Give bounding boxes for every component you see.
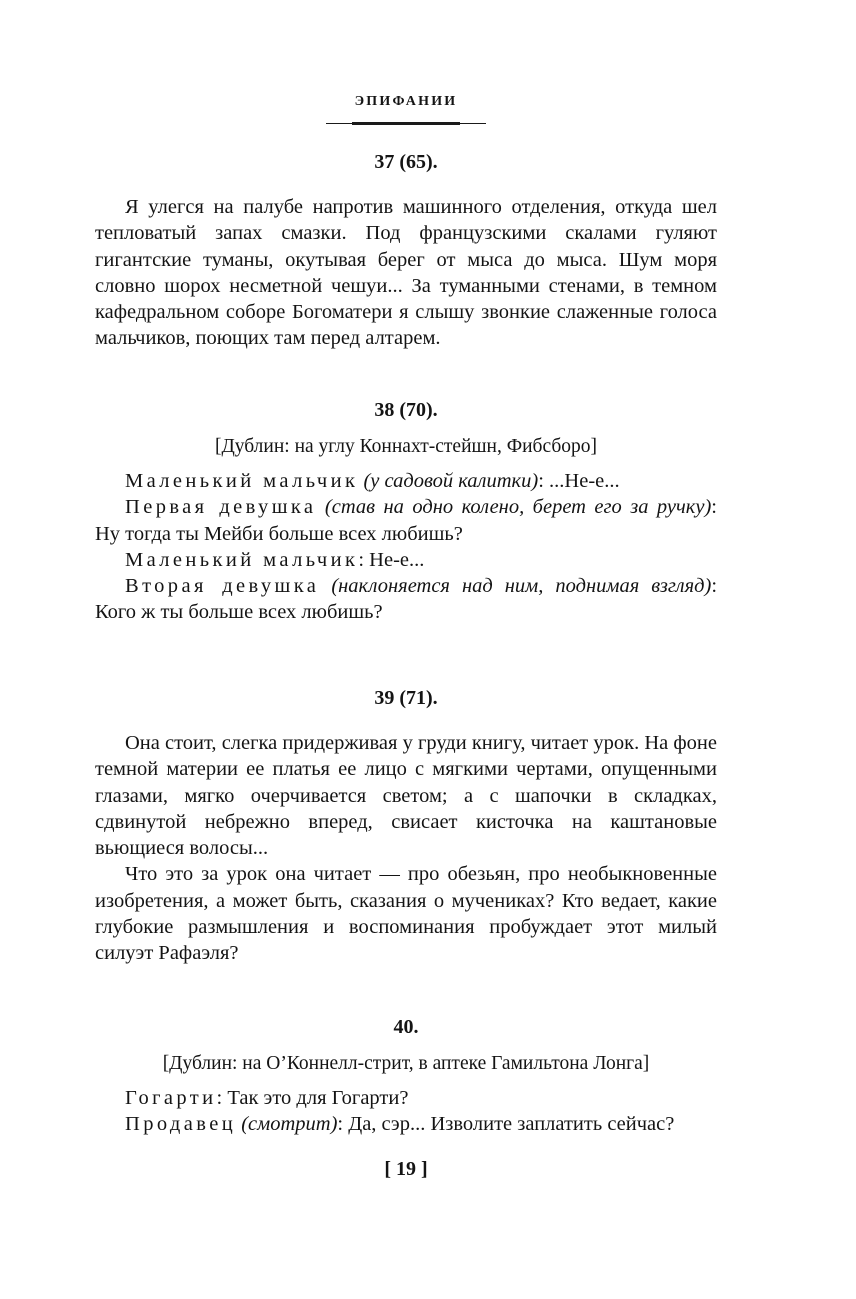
section-heading: 40.	[393, 1016, 419, 1038]
running-head: ЭПИФАНИИ	[354, 94, 458, 109]
dialogue-line	[95, 547, 717, 573]
paragraph: Она стоит, слегка придерживая у груди книгу, читает урок. На фоне темной материи ее платья ее лицо с мягкими чертами, опущенными глазами, мягко очерчивается светом; а с шапочки в складках, сдвинутой небрежно вперед, свисает кисточка на каштановые вьющиеся волосы...	[95, 732, 717, 860]
epiphany-37	[95, 149, 717, 352]
paragraph: Что это за урок она читает — про обезьян, про необыкновенные изобретения, а может быть, сказания о мучениках? Кто ведает, какие глубокие размышления и воспоминания пробуждает этот милый силуэт Рафаэля?	[95, 863, 717, 965]
speaker-name: Продавец	[125, 1113, 237, 1136]
line-text: : Не-е...	[358, 548, 425, 571]
dialogue-line	[95, 573, 717, 626]
line-text: : Так это для Гогарти?	[216, 1087, 409, 1109]
speaker-name: Маленький мальчик	[125, 548, 359, 571]
dialogue-line	[95, 1085, 717, 1111]
stage-direction: (у садовой калитки)	[363, 470, 539, 492]
scene-location: [Дублин: на углу Коннахт-стейшн, Фибсборо]	[214, 436, 598, 457]
scene-location: [Дублин: на О’Коннелл-стрит, в аптеке Гамильтона Лонга]	[162, 1053, 650, 1074]
stage-direction: (наклоняется над ним, поднимая взгляд)	[331, 575, 712, 598]
line-text: : Ну тогда ты Мейби больше всех любишь?	[95, 496, 717, 545]
speaker-name: Гогарти	[125, 1087, 217, 1109]
line-text: : Да, сэр... Изволите заплатить сейчас?	[337, 1113, 675, 1136]
section-heading: 37 (65).	[374, 151, 438, 173]
running-head-rule-accent	[352, 122, 460, 125]
speaker-name: Вторая девушка	[125, 575, 320, 598]
stage-direction: (став на одно колено, берет его за ручку)	[324, 496, 712, 519]
epiphany-40	[95, 1014, 717, 1138]
epiphany-39	[95, 685, 717, 967]
line-text: : Кого ж ты больше всех любишь?	[95, 575, 718, 624]
epiphany-38	[95, 397, 717, 626]
book-page	[95, 0, 717, 1299]
section-heading: 39 (71).	[374, 687, 438, 709]
stage-direction: (смотрит)	[241, 1113, 338, 1136]
section-heading: 38 (70).	[374, 399, 438, 421]
speaker-name: Первая девушка	[125, 496, 317, 519]
paragraph: Я улегся на палубе напротив машинного отделения, откуда шел тепловатый запах смазки. Под французскими скалами гуляют гигантские туманы, окутывая берег от мыса до мыса. Шум моря словно шорох несметной чешуи... За туманными стенами, в темном кафедральном соборе Богоматери я слышу звонкие слаженные голоса мальчиков, поющих там перед алтарем.	[95, 196, 717, 350]
dialogue-line	[95, 1111, 717, 1137]
line-text: : ...Не-е...	[538, 470, 620, 492]
page-number: [ 19 ]	[384, 1158, 428, 1180]
dialogue-line	[95, 468, 717, 494]
dialogue-line	[95, 494, 717, 547]
speaker-name: Маленький мальчик	[125, 470, 359, 492]
